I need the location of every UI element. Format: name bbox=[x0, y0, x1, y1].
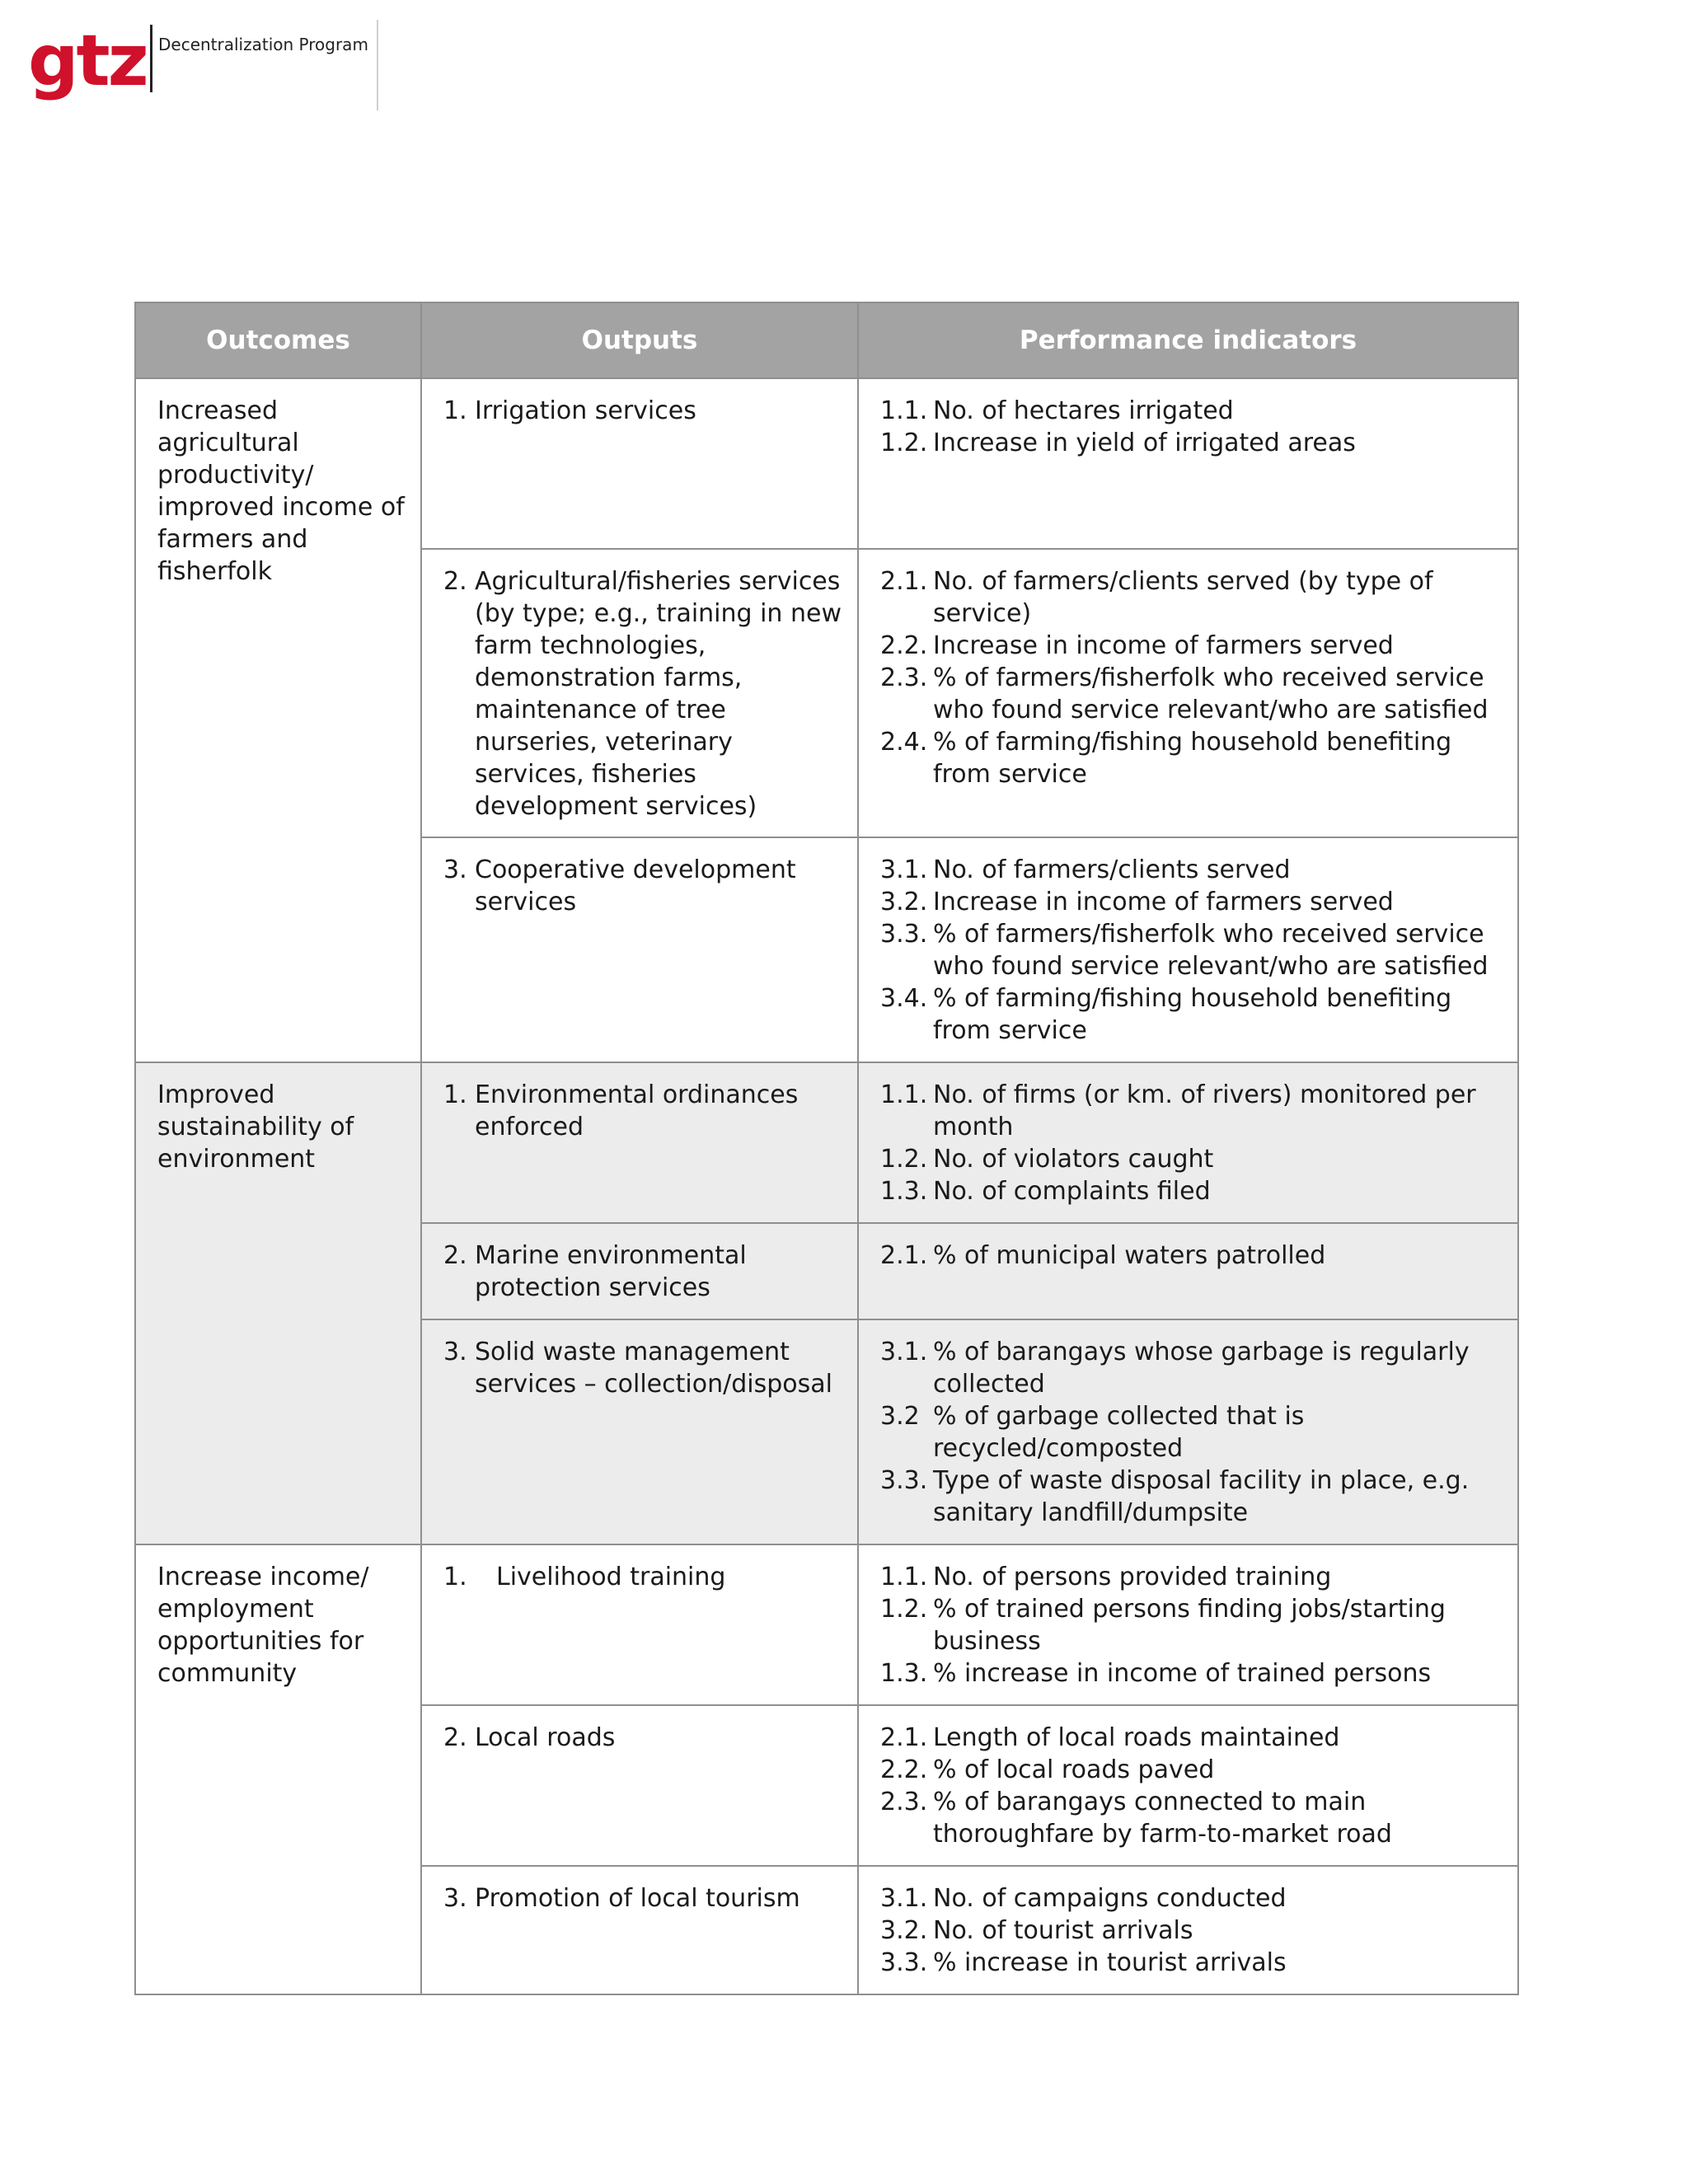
indicators-cell bbox=[858, 1062, 1518, 1223]
indicator-item bbox=[880, 427, 1503, 459]
indicator-text: No. of hectares irrigated bbox=[933, 396, 1234, 425]
output-number: 2. bbox=[443, 1241, 467, 1270]
output-text: Local roads bbox=[475, 1723, 616, 1752]
output-number: 3. bbox=[443, 1884, 467, 1913]
indicator-item bbox=[880, 1786, 1503, 1850]
output-number: 3. bbox=[443, 1338, 467, 1366]
output-cell bbox=[421, 1705, 858, 1866]
indicator-item bbox=[880, 854, 1503, 886]
indicator-number: 3.3. bbox=[880, 1466, 928, 1495]
indicator-item bbox=[880, 886, 1503, 918]
indicator-text: % of municipal waters patrolled bbox=[933, 1241, 1326, 1270]
indicator-item bbox=[880, 1593, 1503, 1657]
header-performance-indicators: Performance indicators bbox=[858, 302, 1518, 378]
indicator-text: % of trained persons finding jobs/starting business bbox=[933, 1595, 1446, 1656]
indicator-number: 2.1. bbox=[880, 1723, 928, 1752]
indicator-number: 3.2. bbox=[880, 1916, 928, 1945]
indicator-text: % of barangays whose garbage is regularly collected bbox=[933, 1338, 1470, 1399]
outcome-cell: Increased agricultural productivity/ improved income of farmers and fisherfolk bbox=[135, 378, 421, 1062]
indicator-number: 2.3. bbox=[880, 663, 928, 692]
indicator-number: 2.4. bbox=[880, 728, 928, 757]
indicator-item bbox=[880, 1882, 1503, 1915]
indicator-item bbox=[880, 1561, 1503, 1593]
output-number: 2. bbox=[443, 567, 467, 596]
indicator-text: % of local roads paved bbox=[933, 1755, 1215, 1784]
output-text: Irrigation services bbox=[475, 396, 696, 425]
indicator-item bbox=[880, 1722, 1503, 1754]
indicator-number: 1.3. bbox=[880, 1659, 928, 1688]
indicators-cell bbox=[858, 1223, 1518, 1319]
output-cell bbox=[421, 1866, 858, 1994]
indicator-text: Type of waste disposal facility in place, e.g. sanitary landfill/dumpsite bbox=[933, 1466, 1470, 1527]
output-number: 3. bbox=[443, 855, 467, 884]
indicator-item bbox=[880, 918, 1503, 982]
indicator-number: 3.3. bbox=[880, 1948, 928, 1977]
indicator-item bbox=[880, 395, 1503, 427]
indicators-cell bbox=[858, 549, 1518, 837]
indicator-number: 3.2. bbox=[880, 888, 928, 916]
indicator-number: 3.1. bbox=[880, 855, 928, 884]
table-row bbox=[135, 378, 1518, 549]
output-text: Marine environmental protection services bbox=[475, 1241, 747, 1302]
logo-mark: gtz bbox=[28, 20, 147, 102]
indicator-item bbox=[880, 1400, 1503, 1465]
indicator-text: % of farmers/fisherfolk who received service who found service relevant/who are satisfied bbox=[933, 663, 1489, 724]
gtz-logo bbox=[28, 20, 374, 110]
output-text: Environmental ordinances enforced bbox=[475, 1080, 799, 1141]
indicators-cell bbox=[858, 837, 1518, 1062]
output-number: 1. bbox=[443, 396, 467, 425]
indicator-number: 3.1. bbox=[880, 1884, 928, 1913]
indicator-text: Increase in yield of irrigated areas bbox=[933, 429, 1356, 457]
output-cell bbox=[421, 549, 858, 837]
program-name: Decentralization Program bbox=[158, 35, 368, 54]
output-cell bbox=[421, 378, 858, 549]
indicator-number: 3.2 bbox=[880, 1402, 920, 1431]
output-text: Agricultural/fisheries services (by type; e.g., training in new farm technologies, demonstration farms, maintenance of tree nurseries, veterinary services, fisheries development services) bbox=[475, 567, 842, 821]
indicator-text: Increase in income of farmers served bbox=[933, 888, 1394, 916]
indicator-text: % increase in tourist arrivals bbox=[933, 1948, 1287, 1977]
output-text: Livelihood training bbox=[496, 1563, 726, 1591]
indicator-number: 1.1. bbox=[880, 1563, 928, 1591]
indicator-number: 1.2. bbox=[880, 1145, 928, 1174]
indicator-item bbox=[880, 1143, 1503, 1175]
output-cell bbox=[421, 1062, 858, 1223]
indicator-text: No. of complaints filed bbox=[933, 1177, 1211, 1206]
indicators-cell bbox=[858, 1866, 1518, 1994]
indicator-text: Increase in income of farmers served bbox=[933, 631, 1394, 660]
outcome-cell: Increase income/ employment opportunities for community bbox=[135, 1544, 421, 1994]
header-rule bbox=[377, 20, 378, 110]
output-cell bbox=[421, 1544, 858, 1705]
table-row bbox=[135, 1544, 1518, 1705]
indicator-text: % of farmers/fisherfolk who received service who found service relevant/who are satisfied bbox=[933, 920, 1489, 981]
indicator-text: % of farming/fishing household benefiting from service bbox=[933, 984, 1452, 1045]
indicator-text: % of barangays connected to main thoroughfare by farm-to-market road bbox=[933, 1788, 1392, 1849]
indicator-item bbox=[880, 1240, 1503, 1272]
indicator-item bbox=[880, 726, 1503, 790]
indicator-number: 1.2. bbox=[880, 429, 928, 457]
output-cell bbox=[421, 1319, 858, 1544]
indicator-item bbox=[880, 982, 1503, 1047]
indicator-item bbox=[880, 1175, 1503, 1207]
indicator-number: 2.1. bbox=[880, 1241, 928, 1270]
indicator-number: 3.4. bbox=[880, 984, 928, 1013]
indicator-text: No. of tourist arrivals bbox=[933, 1916, 1193, 1945]
indicator-item bbox=[880, 1754, 1503, 1786]
header-outcomes: Outcomes bbox=[135, 302, 421, 378]
indicator-text: No. of firms (or km. of rivers) monitored per month bbox=[933, 1080, 1476, 1141]
output-number: 2. bbox=[443, 1723, 467, 1752]
indicator-text: No. of violators caught bbox=[933, 1145, 1214, 1174]
output-text: Promotion of local tourism bbox=[475, 1884, 800, 1913]
table-row bbox=[135, 1062, 1518, 1223]
indicator-number: 1.2. bbox=[880, 1595, 928, 1624]
indicator-text: No. of farmers/clients served bbox=[933, 855, 1291, 884]
header-outputs: Outputs bbox=[421, 302, 858, 378]
indicator-text: No. of farmers/clients served (by type of service) bbox=[933, 567, 1433, 628]
indicator-number: 2.3. bbox=[880, 1788, 928, 1816]
output-text: Solid waste management services – collection/disposal bbox=[475, 1338, 832, 1399]
indicator-number: 1.1. bbox=[880, 396, 928, 425]
indicator-item bbox=[880, 1336, 1503, 1400]
indicator-item bbox=[880, 565, 1503, 630]
indicator-text: % of farming/fishing household benefiting from service bbox=[933, 728, 1452, 789]
indicator-text: % increase in income of trained persons bbox=[933, 1659, 1432, 1688]
indicator-number: 1.3. bbox=[880, 1177, 928, 1206]
logo-divider bbox=[150, 25, 152, 92]
indicators-cell bbox=[858, 1705, 1518, 1866]
indicator-text: No. of campaigns conducted bbox=[933, 1884, 1287, 1913]
indicators-cell bbox=[858, 1319, 1518, 1544]
indicator-item bbox=[880, 1465, 1503, 1529]
indicator-text: Length of local roads maintained bbox=[933, 1723, 1340, 1752]
table-header-row bbox=[135, 302, 1518, 378]
output-number: 1. bbox=[443, 1563, 467, 1591]
indicator-text: % of garbage collected that is recycled/composted bbox=[933, 1402, 1305, 1463]
output-cell bbox=[421, 837, 858, 1062]
indicators-cell bbox=[858, 378, 1518, 549]
indicator-number: 3.1. bbox=[880, 1338, 928, 1366]
indicator-number: 2.2. bbox=[880, 631, 928, 660]
output-number: 1. bbox=[443, 1080, 467, 1109]
indicator-item bbox=[880, 1915, 1503, 1947]
indicator-number: 2.2. bbox=[880, 1755, 928, 1784]
indicator-item bbox=[880, 662, 1503, 726]
output-cell bbox=[421, 1223, 858, 1319]
indicator-number: 1.1. bbox=[880, 1080, 928, 1109]
indicator-item bbox=[880, 1947, 1503, 1979]
indicator-number: 3.3. bbox=[880, 920, 928, 949]
output-text: Cooperative development services bbox=[475, 855, 796, 916]
indicator-text: No. of persons provided training bbox=[933, 1563, 1332, 1591]
outcome-cell: Improved sustainability of environment bbox=[135, 1062, 421, 1544]
outcomes-table bbox=[134, 302, 1519, 1995]
indicator-item bbox=[880, 630, 1503, 662]
indicator-number: 2.1. bbox=[880, 567, 928, 596]
indicator-item bbox=[880, 1079, 1503, 1143]
indicators-cell bbox=[858, 1544, 1518, 1705]
indicator-item bbox=[880, 1657, 1503, 1690]
